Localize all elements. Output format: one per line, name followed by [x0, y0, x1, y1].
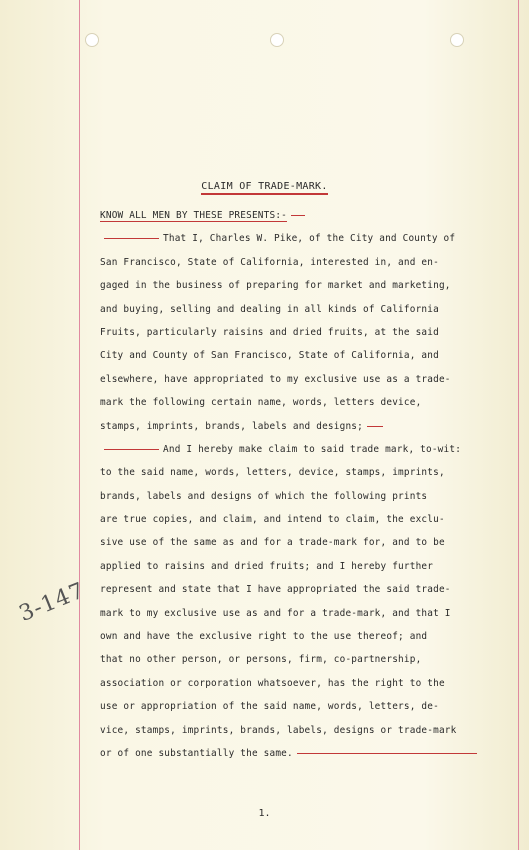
- body-line: brands, labels and designs of which the following prints: [100, 490, 428, 502]
- left-margin-rule: [79, 0, 80, 850]
- fill-rule: [291, 215, 305, 216]
- body-line: use or appropriation of the said name, words, letters, de-: [100, 701, 439, 713]
- salutation: KNOW ALL MEN BY THESE PRESENTS:-: [100, 204, 505, 227]
- page-number: 1.: [258, 808, 271, 819]
- body-line: applied to raisins and dried fruits; and I hereby further: [100, 560, 434, 572]
- body-line: That I, Charles W. Pike, of the City and County of: [100, 227, 505, 250]
- body-line: association or corporation whatsoever, has the right to the: [100, 677, 445, 689]
- fill-rule: [104, 238, 159, 239]
- body-line: or of one substantially the same.: [100, 742, 505, 765]
- body-line: and buying, selling and dealing in all kinds of California: [100, 303, 439, 315]
- body-line: vice, stamps, imprints, brands, labels, designs or trade-mark: [100, 724, 457, 736]
- body-line: elsewhere, have appropriated to my exclusive use as a trade-: [100, 373, 451, 385]
- margin-note: 3-147: [15, 578, 89, 627]
- body-line: Fruits, particularly raisins and dried fruits, at the said: [100, 326, 439, 338]
- body-line: that no other person, or persons, firm, co-partnership,: [100, 654, 422, 666]
- body-line: own and have the exclusive right to the use thereof; and: [100, 631, 428, 643]
- punch-hole: [270, 33, 284, 47]
- punch-hole: [450, 33, 464, 47]
- body-line: And I hereby make claim to said trade mark, to-wit:: [100, 438, 505, 461]
- body-line: sive use of the same as and for a trade-mark for, and to be: [100, 537, 445, 549]
- body-line: represent and state that I have appropriated the said trade-: [100, 584, 451, 596]
- body-line: mark the following certain name, words, letters device,: [100, 397, 422, 409]
- fill-rule: [104, 449, 159, 450]
- fill-rule: [367, 426, 383, 427]
- document-title: CLAIM OF TRADE-MARK.: [0, 181, 529, 192]
- body-line: to the said name, words, letters, device, stamps, imprints,: [100, 467, 445, 479]
- body-line: stamps, imprints, brands, labels and designs;: [100, 415, 505, 438]
- body-line: San Francisco, State of California, interested in, and en-: [100, 256, 439, 268]
- body-line: are true copies, and claim, and intend to claim, the exclu-: [100, 514, 445, 526]
- right-margin-rule: [518, 0, 519, 850]
- body-line: mark to my exclusive use as and for a trade-mark, and that I: [100, 607, 451, 619]
- punch-hole: [85, 33, 99, 47]
- document-body: [100, 204, 505, 765]
- body-line: gaged in the business of preparing for market and marketing,: [100, 280, 451, 292]
- body-line: City and County of San Francisco, State of California, and: [100, 350, 439, 362]
- fill-rule: [297, 753, 477, 754]
